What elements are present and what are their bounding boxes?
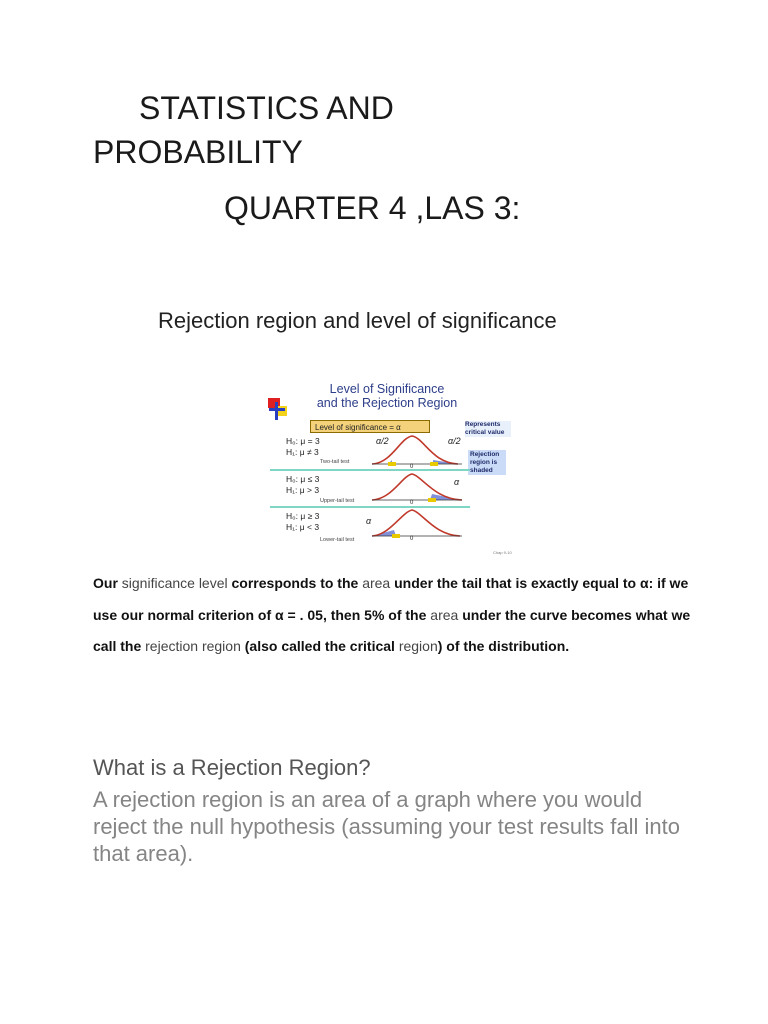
upper-tail-label: Upper-tail test: [320, 498, 355, 504]
para-text: under the tail that is exactly equal to α: if we use our normal criterion of α = . 05, then 5% of the: [93, 575, 689, 623]
para-text: ) of the distribution.: [437, 638, 570, 654]
para-text: area: [358, 575, 395, 591]
para-text: region: [394, 638, 438, 654]
h0-two-tail: H₀: μ = 3: [286, 436, 320, 446]
alpha-half-right: α/2: [448, 436, 461, 446]
critical-value-note: Represents critical value: [465, 421, 511, 437]
hypotheses-two-tail: [286, 436, 320, 458]
title-line-2: PROBABILITY: [93, 134, 303, 170]
question-answer: A rejection region is an area of a graph where you would reject the null hypothesis (assuming your test results fall into that area).: [93, 787, 680, 866]
alpha-upper: α: [454, 477, 460, 487]
chapter-reference: Chap 9-10: [493, 550, 512, 555]
h1-lower-tail: H₁: μ < 3: [286, 522, 320, 532]
quarter-heading: QUARTER 4 ,LAS 3:: [224, 190, 521, 226]
h1-two-tail: H₁: μ ≠ 3: [286, 447, 319, 457]
section-subtitle: Rejection region and level of significance: [158, 308, 557, 333]
figure-title-line-2: and the Rejection Region: [316, 396, 458, 410]
two-tail-label: Two-tail test: [320, 459, 350, 465]
para-text: significance level: [117, 575, 232, 591]
para-text: under the curve becomes what we call the: [93, 606, 691, 654]
h0-upper-tail: H₀: μ ≤ 3: [286, 474, 320, 484]
definition-paragraph: [93, 568, 693, 663]
figure-title-line-1: Level of Significance: [329, 382, 445, 396]
rejection-region-note: Rejection region is shaded: [468, 450, 506, 475]
row-divider: [270, 469, 470, 471]
hypotheses-upper-tail: [286, 474, 319, 496]
para-text: rejection region: [141, 638, 245, 654]
hypotheses-lower-tail: [286, 511, 319, 533]
row-divider: [270, 506, 470, 508]
para-text: Our: [93, 575, 118, 591]
zero-two-tail: 0: [410, 464, 414, 470]
para-text: corresponds to the: [231, 575, 359, 591]
para-text: (also called the critical: [244, 638, 395, 654]
para-text: area: [426, 606, 463, 623]
h1-upper-tail: H₁: μ > 3: [286, 485, 320, 495]
lower-tail-label: Lower-tail test: [320, 537, 355, 543]
zero-upper-tail: 0: [410, 500, 414, 506]
significance-figure: [262, 378, 512, 560]
question-heading: What is a Rejection Region?: [93, 755, 371, 780]
alpha-half-left: α/2: [376, 436, 389, 446]
alpha-lower: α: [366, 516, 372, 526]
title-line-1: STATISTICS AND: [139, 90, 394, 126]
document-title: [93, 86, 653, 174]
zero-lower-tail: 0: [410, 536, 414, 542]
significance-label: Level of significance = α: [310, 420, 430, 433]
h0-lower-tail: H₀: μ ≥ 3: [286, 511, 320, 521]
